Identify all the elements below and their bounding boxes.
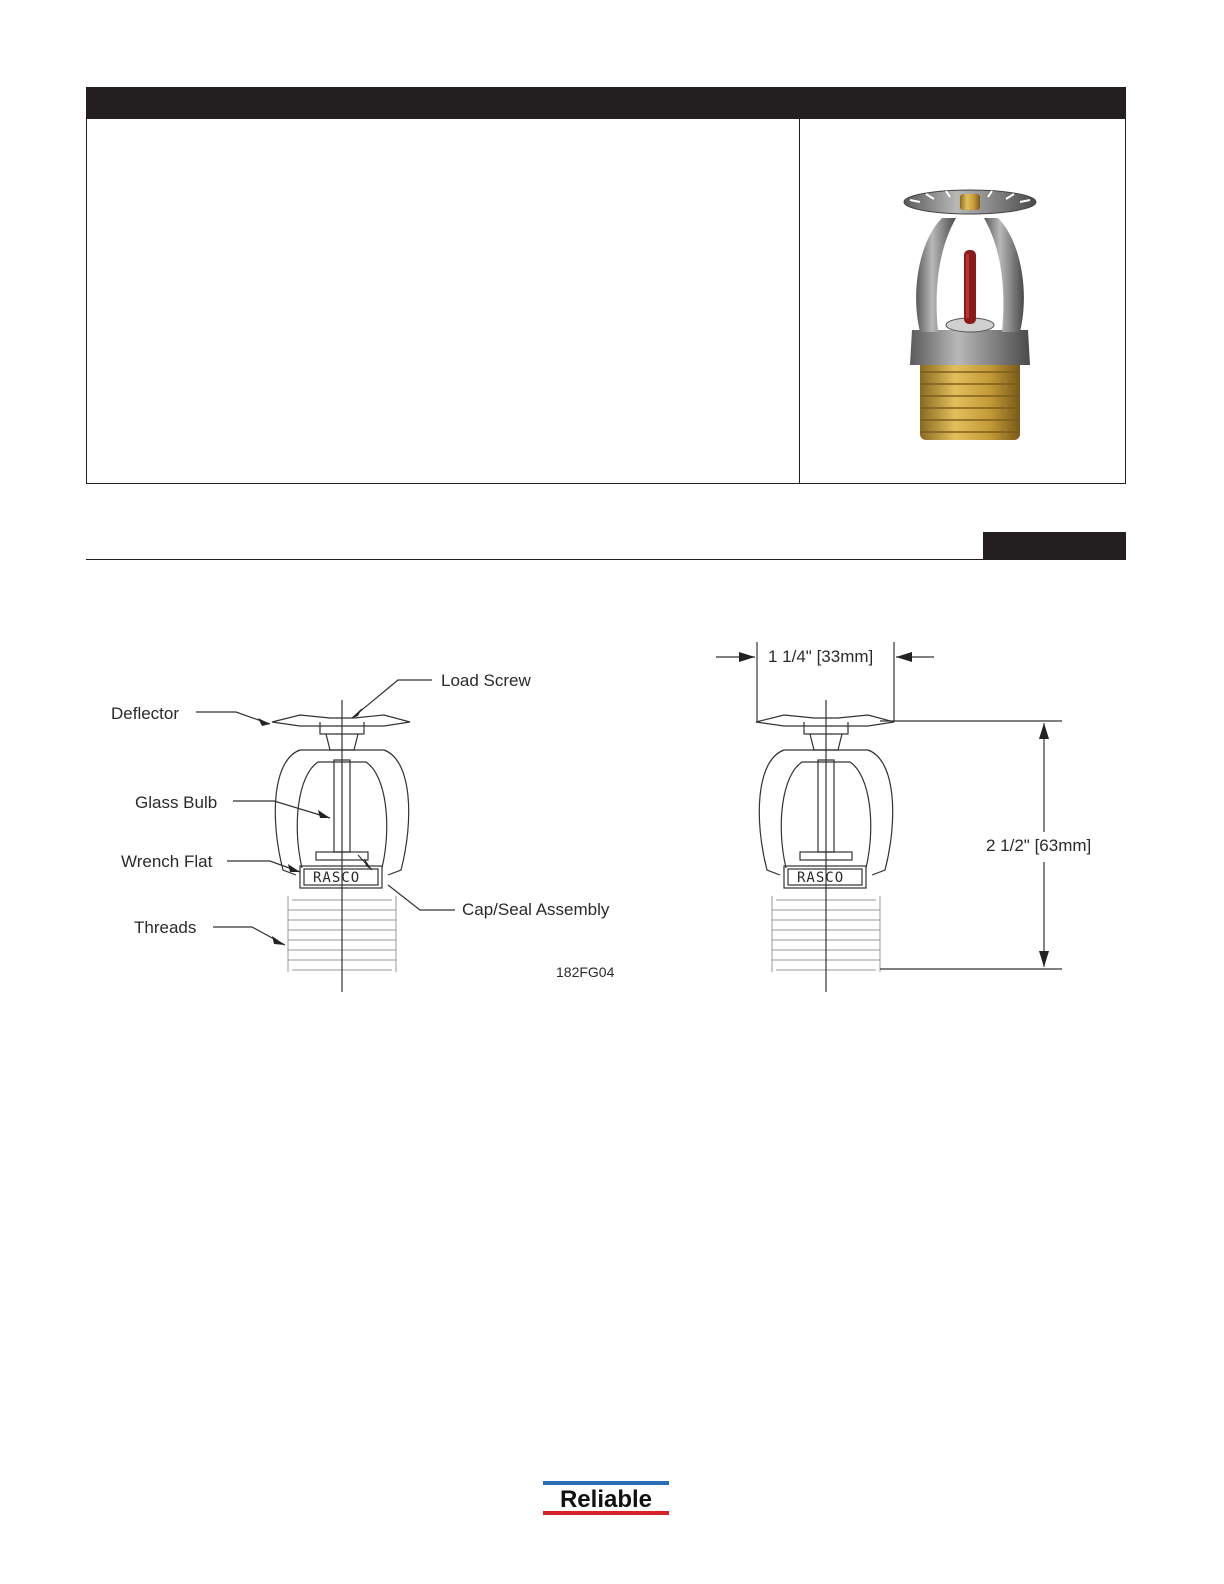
figure-code: 182FG04: [556, 964, 615, 980]
label-cap-seal: Cap/Seal Assembly: [462, 900, 610, 919]
section-tab: [983, 532, 1126, 560]
width-dimension: 1 1/4" [33mm]: [768, 647, 874, 666]
reliable-logo: [543, 1481, 669, 1515]
sprinkler-photo: [880, 180, 1050, 450]
right-sprinkler-drawing: [716, 642, 1062, 992]
logo-text: Reliable: [559, 1486, 653, 1513]
frame-stamp-right: RASCO: [797, 870, 845, 886]
label-glass-bulb: Glass Bulb: [135, 793, 218, 812]
left-sprinkler-drawing: [196, 680, 455, 992]
frame-stamp-left: RASCO: [313, 870, 361, 886]
label-wrench-flat: Wrench Flat: [121, 852, 213, 871]
height-dimension: 2 1/2" [63mm]: [986, 836, 1092, 855]
label-deflector: Deflector: [111, 704, 180, 723]
label-threads: Threads: [134, 918, 197, 937]
section-rule: [86, 559, 1126, 560]
header-bar: [86, 87, 1126, 119]
info-box-divider: [799, 119, 800, 483]
label-load-screw: Load Screw: [441, 671, 531, 690]
